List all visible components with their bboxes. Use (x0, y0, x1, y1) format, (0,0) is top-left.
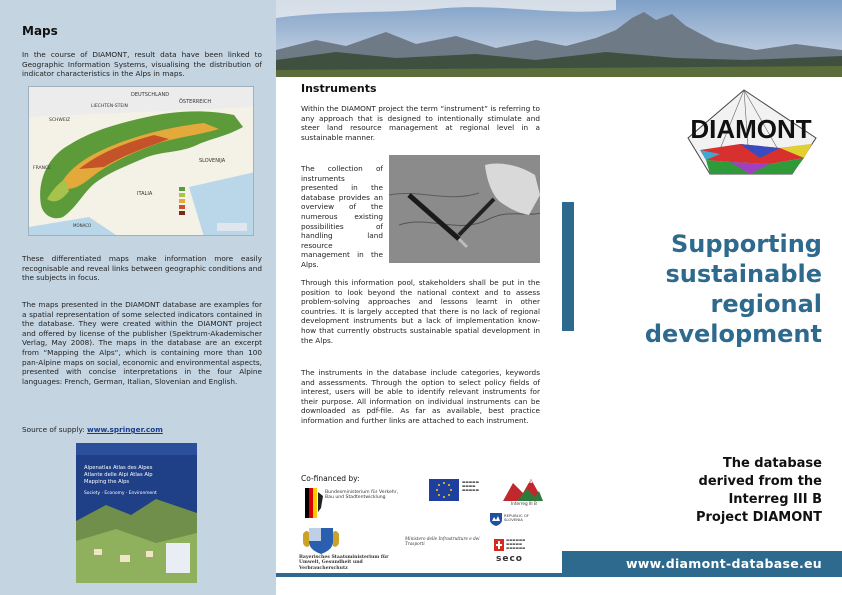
seco-label: seco (496, 554, 523, 564)
maps-intro: In the course of DIAMONT, result data have been linked to Geographic Information Systems, visualising the distribution of indicator characteristics in the Alps in maps. (22, 50, 262, 79)
map-label-slovenia: SLOVENIJA (199, 158, 226, 164)
hand-drawing-on-map-photo (389, 155, 540, 263)
maps-panel (0, 0, 276, 595)
cofinanced-label: Co-financed by: (301, 474, 360, 483)
website-link[interactable]: www.diamont-database.eu (625, 556, 822, 571)
book-subtitle: Society · Economy · Environment (84, 491, 157, 496)
springer-link[interactable]: www.springer.com (87, 425, 163, 434)
slovenia-crest-icon (489, 512, 503, 526)
instruments-paragraph-3: Through this information pool, stakeholders shall be put in the position to look beyond the national context and to assess problem-solving approaches and lessons learnt in other countries. It is largely accepted that there is no lack of regional development instruments but a lack of implementation know-how that currently obstructs sustainable spatial development in the Alps. (301, 278, 540, 345)
map-label-monaco: MONACO (73, 223, 92, 228)
headline-line-1: Supporting (670, 230, 822, 258)
book-title-2: Atlante delle Alpi Atlas Alp (84, 472, 153, 478)
italy-ministry-logo (405, 534, 487, 548)
alps-map-image (28, 86, 254, 236)
instruments-paragraph-2: The collection of instruments presented in the database provides an overview of the numerous existing possibilities of handling land resource management in the Alps. (301, 164, 383, 269)
alpine-space-label: Alpine Space (506, 480, 539, 485)
swiss-crest-icon (494, 539, 504, 551)
headline-line-2: sustainable (665, 260, 822, 288)
mapping-the-alps-book-cover (76, 443, 197, 583)
accent-bar (562, 202, 574, 331)
bavaria-crest-icon (301, 524, 341, 554)
map-label-liechtenstein: LIECHTEN-STEIN (91, 104, 128, 109)
interreg-label: Interreg III B (511, 501, 537, 506)
slovenia-text: REPUBLIC OF SLOVENIA (504, 513, 529, 523)
instruments-title: Instruments (301, 82, 377, 95)
instruments-paragraph-4: The instruments in the database include categories, keywords and assessments. Through the option to select policy fields of interest, users will be able to identify relevant instruments for their purpose. All information on individual instruments can be downloaded as pdf-file. As far as available, best practice information and further links are attached to each instrument. (301, 368, 540, 425)
bmvbs-logo (301, 486, 401, 522)
italy-ministry-text: Ministero delle Infrastrutture e dei Trasporti (405, 536, 480, 547)
map-label-austria: ÖSTERREICH (179, 99, 212, 105)
source-of-supply (22, 425, 262, 435)
book-title-1: Alpenatlas Atlas des Alpes (84, 465, 153, 471)
slovenia-logo (487, 510, 545, 538)
headline (582, 229, 822, 349)
maps-paragraph-3: The maps presented in the DIAMONT database are examples for a spatial representation of some selected indicators contained in the database. They were created within the DIAMONT project and offered by license of the publisher (Spektrum-Akademischer Verlag, May 2008). The maps in the database are an excerpt from “Mapping the Alps“, which is containing more than 100 pan-Alpine maps on social, economic and environmental aspects, presented with concise interpretations in the four Alpine languages: French, German, Italian, Slovenian and English. (22, 300, 262, 386)
interreg-logo-group: ▬▬▬▬▬ ▬▬▬▬ ▬▬▬▬▬ Alpine Space Interreg III B (427, 477, 545, 507)
bmvbs-text: Bundesministerium für Verkehr, Bau und Stadtentwicklung (325, 490, 399, 501)
diamont-logo (680, 88, 822, 178)
subline-line-4: Project DIAMONT (695, 510, 822, 525)
headline-line-3: regional (710, 290, 822, 318)
book-title-3: Mapping the Alps (84, 479, 130, 485)
source-label: Source of supply: (22, 425, 88, 434)
instruments-paragraph-1: Within the DIAMONT project the term “instrument” is referring to any approach that is designed to intentionally stimulate and steer land resource management at regional level in a sustainable manner. (301, 104, 540, 142)
map-label-italia: ITALIA (137, 191, 153, 197)
diamont-logo-text: DIAMONT (690, 114, 812, 144)
headline-line-4: development (644, 320, 822, 348)
database-subline (602, 455, 822, 527)
alpine-panorama-photo (276, 0, 842, 77)
map-label-schweiz: SCHWEIZ (49, 118, 71, 123)
seco-logo: ▬▬▬▬▬▬ ▬▬▬▬▬ ▬▬▬▬▬▬ seco (494, 539, 544, 569)
subline-line-1: The database (722, 456, 822, 471)
eu-flag-icon (429, 479, 459, 501)
map-label-germany: DEUTSCHLAND (131, 92, 170, 98)
subline-line-2: derived from the (698, 474, 822, 489)
bavaria-logo (299, 524, 403, 570)
url-bar (562, 551, 842, 577)
maps-paragraph-2: These differentiated maps make information more easily recognisable and reveal links between geographic conditions and the subjects in focus. (22, 254, 262, 283)
maps-title: Maps (22, 24, 58, 38)
map-label-france: FRANCE (33, 166, 51, 171)
subline-line-3: Interreg III B (728, 492, 822, 507)
bavaria-text: Bayerisches Staatsministerium für Umwelt, Gesundheit und Verbraucherschutz (299, 555, 389, 571)
